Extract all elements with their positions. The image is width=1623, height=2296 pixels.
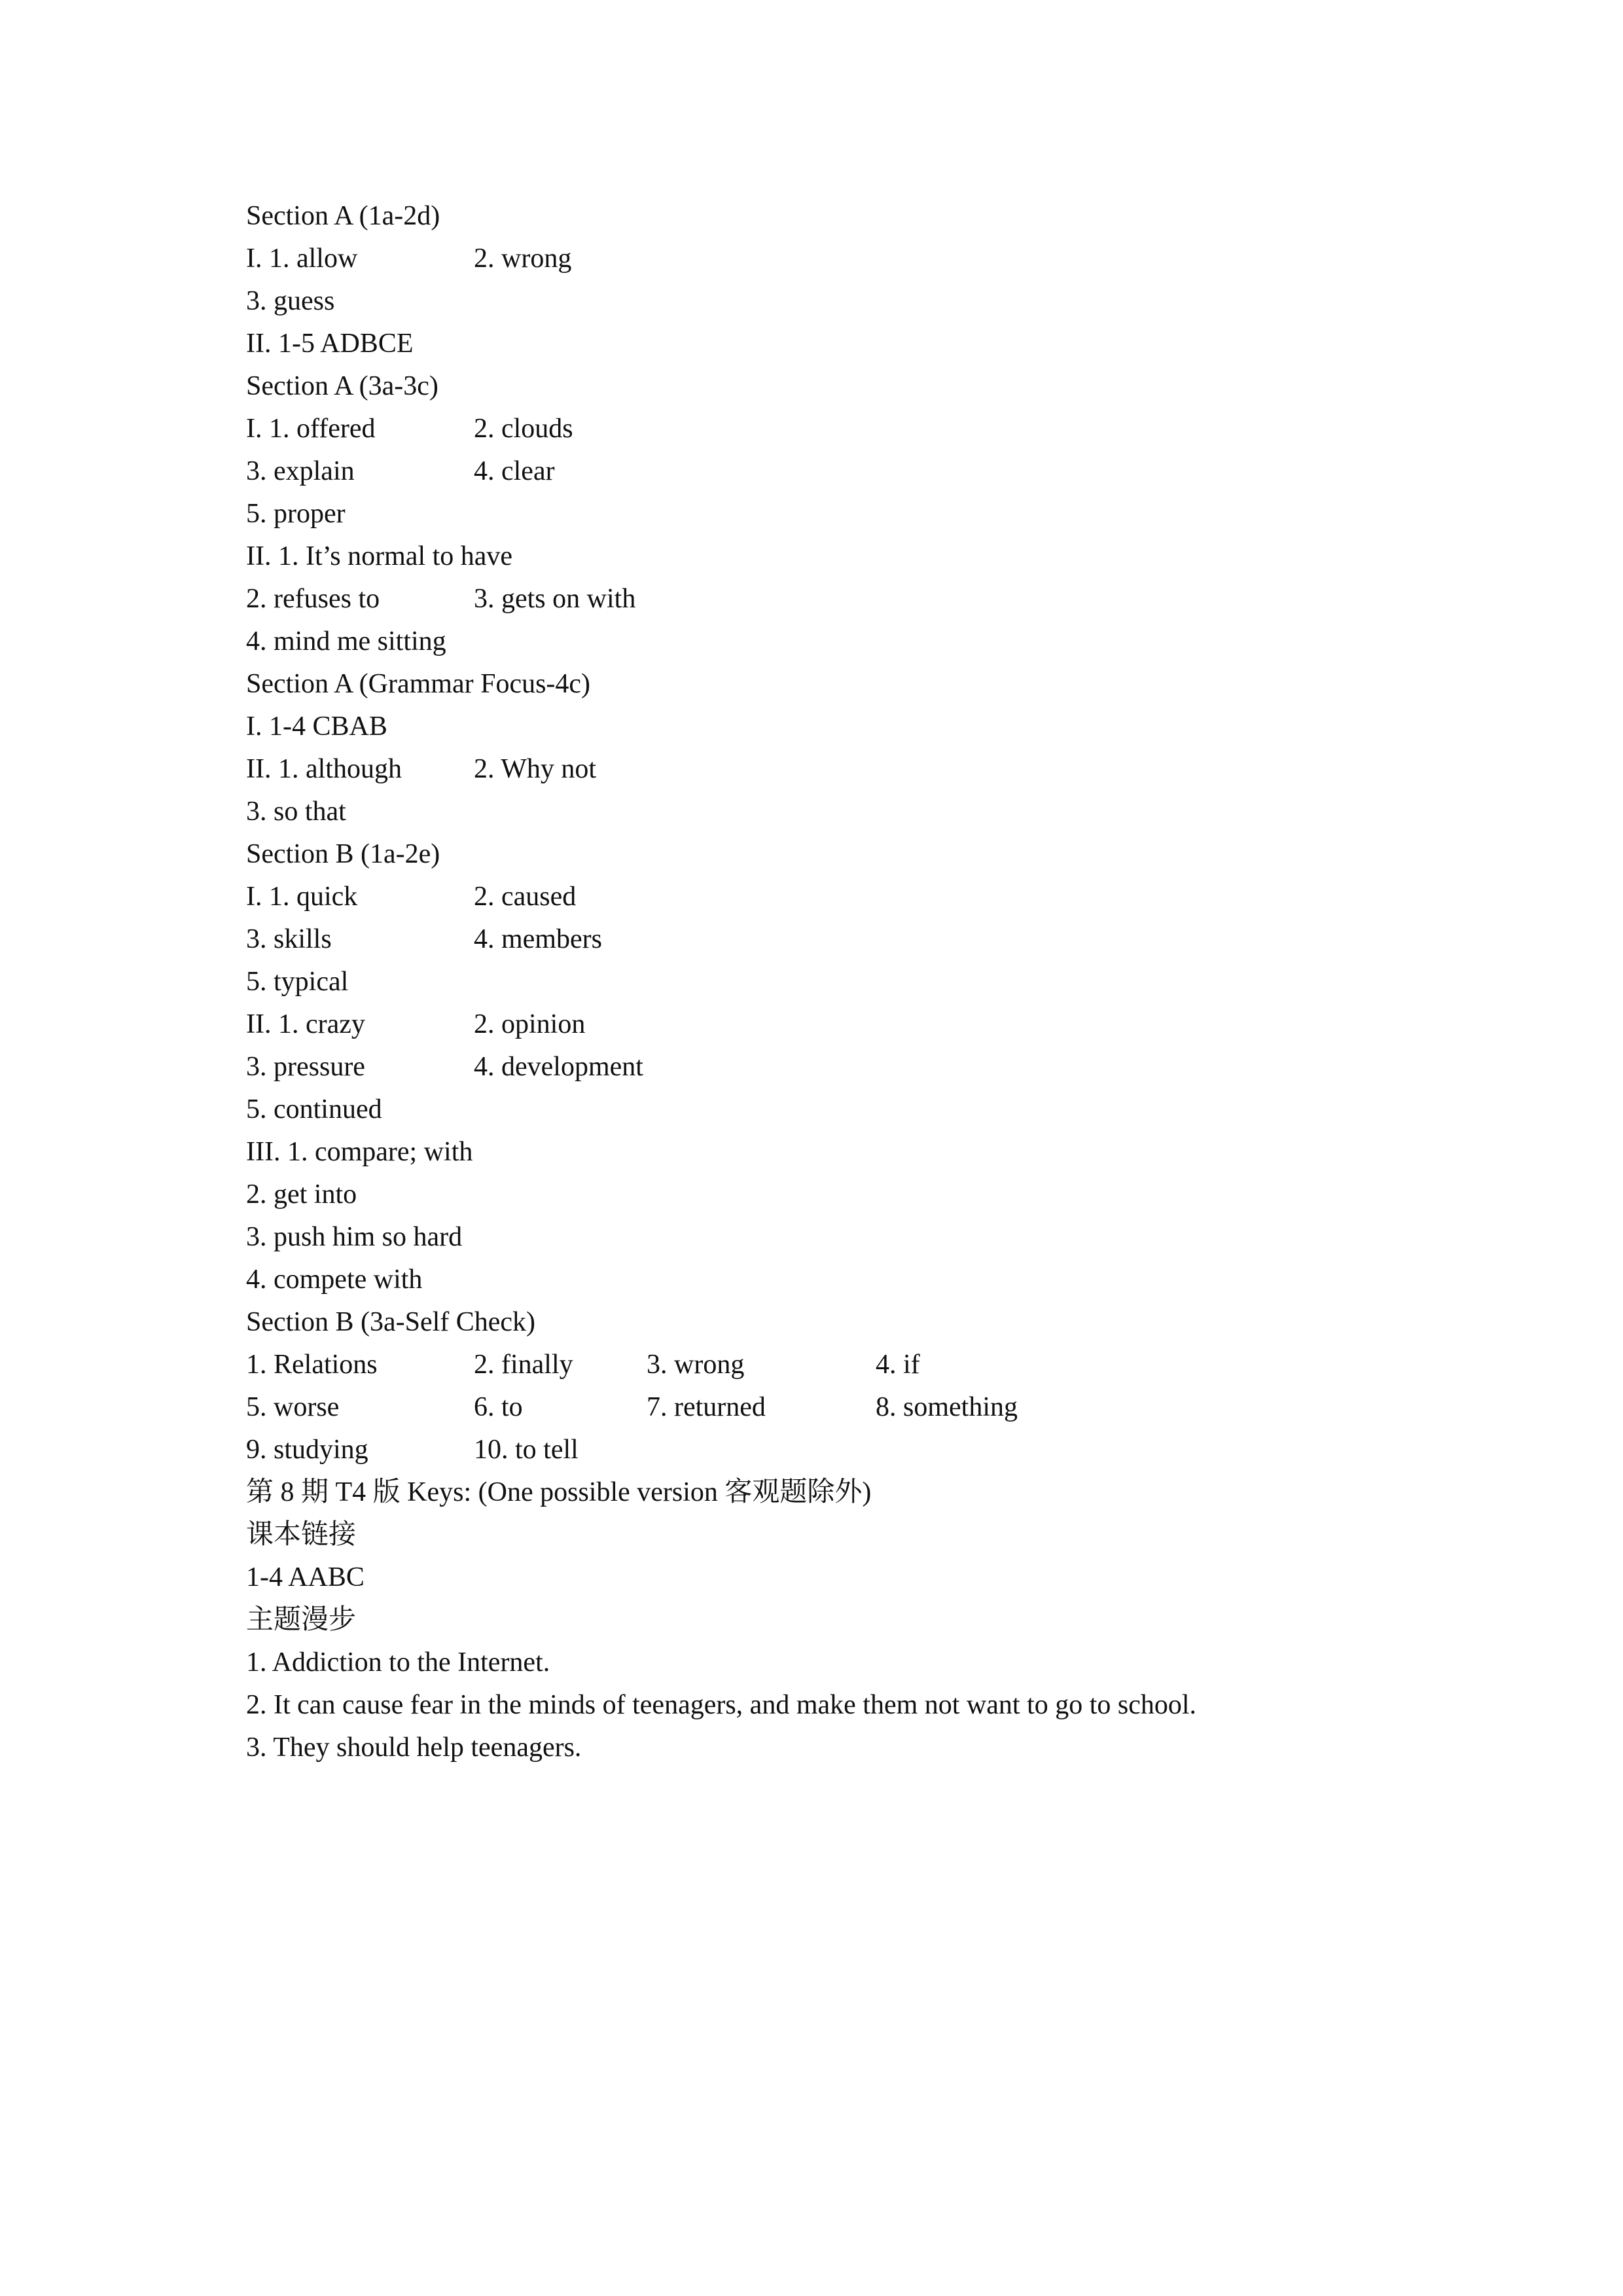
answer-line-text: Section A (Grammar Focus-4c) xyxy=(246,669,591,699)
answer-column-text: 3. wrong xyxy=(647,1350,745,1380)
answer-line-text: 5. continued xyxy=(246,1094,382,1124)
answer-line xyxy=(246,1344,1411,1386)
answer-column-text: 2. caused xyxy=(474,882,577,912)
answer-line-text: 5. typical xyxy=(246,967,349,997)
answer-column-text: 6. to xyxy=(474,1392,523,1422)
answer-line xyxy=(246,195,1411,238)
answer-line-text: 3. push him so hard xyxy=(246,1222,463,1252)
answer-line-text: Section A (3a-3c) xyxy=(246,371,438,401)
answer-line xyxy=(246,1641,1411,1684)
answer-line-text: 2. get into xyxy=(246,1179,357,1210)
answer-line xyxy=(246,620,1411,663)
answer-line xyxy=(246,535,1411,578)
answer-column-text: 4. clear xyxy=(474,456,555,486)
answer-line-text: II. 1. It’s normal to have xyxy=(246,541,513,571)
answer-line-text: Section B (1a-2e) xyxy=(246,839,440,869)
answer-key-content xyxy=(246,195,1411,1769)
answer-line-text: 1-4 AABC xyxy=(246,1562,365,1592)
answer-line-text: I. 1. quick xyxy=(246,882,358,912)
answer-line-text: I. 1. allow xyxy=(246,243,358,274)
answer-line xyxy=(246,961,1411,1003)
answer-line-text: I. 1. offered xyxy=(246,414,376,444)
answer-line xyxy=(246,706,1411,748)
answer-line xyxy=(246,578,1411,620)
answer-column-text: 2. finally xyxy=(474,1350,573,1380)
answer-line xyxy=(246,791,1411,833)
answer-line xyxy=(246,1216,1411,1259)
answer-line xyxy=(246,1003,1411,1046)
answer-line xyxy=(246,493,1411,535)
answer-line-text: Section A (1a-2d) xyxy=(246,201,440,231)
answer-line xyxy=(246,408,1411,450)
answer-column-text: 2. wrong xyxy=(474,243,572,274)
answer-column-text: 7. returned xyxy=(647,1392,766,1422)
answer-line-text: 1. Relations xyxy=(246,1350,378,1380)
answer-column-text: 4. if xyxy=(876,1350,920,1380)
answer-line xyxy=(246,1386,1411,1429)
answer-line xyxy=(246,918,1411,961)
answer-line-text: 1. Addiction to the Internet. xyxy=(246,1647,550,1677)
answer-line xyxy=(246,876,1411,918)
answer-line-text: I. 1-4 CBAB xyxy=(246,711,387,742)
answer-line xyxy=(246,1599,1411,1641)
answer-line xyxy=(246,1471,1411,1514)
answer-line xyxy=(246,1684,1411,1727)
answer-column-text: 3. gets on with xyxy=(474,584,636,614)
answer-line-text: 9. studying xyxy=(246,1435,368,1465)
answer-line-text: 3. so that xyxy=(246,797,346,827)
answer-line xyxy=(246,833,1411,876)
answer-line xyxy=(246,1514,1411,1556)
answer-line xyxy=(246,1301,1411,1344)
answer-line xyxy=(246,365,1411,408)
answer-line-text: III. 1. compare; with xyxy=(246,1137,473,1167)
answer-line xyxy=(246,1259,1411,1301)
answer-line xyxy=(246,1556,1411,1599)
answer-line-text: 2. refuses to xyxy=(246,584,380,614)
answer-column-text: 2. opinion xyxy=(474,1009,586,1039)
answer-line xyxy=(246,280,1411,323)
answer-column-text: 4. development xyxy=(474,1052,643,1082)
answer-line xyxy=(246,450,1411,493)
answer-column-text: 8. something xyxy=(876,1392,1018,1422)
answer-line xyxy=(246,1088,1411,1131)
answer-column-text: 4. members xyxy=(474,924,602,954)
answer-line xyxy=(246,323,1411,365)
answer-line-text: 3. They should help teenagers. xyxy=(246,1732,582,1763)
answer-line-text: 主题漫步 xyxy=(246,1605,357,1635)
answer-line xyxy=(246,1727,1411,1769)
answer-line xyxy=(246,1174,1411,1216)
answer-line xyxy=(246,1131,1411,1174)
answer-column-text: 2. Why not xyxy=(474,754,597,784)
answer-line xyxy=(246,238,1411,280)
answer-line-text: II. 1. crazy xyxy=(246,1009,365,1039)
answer-line xyxy=(246,1429,1411,1471)
answer-column-text: 10. to tell xyxy=(474,1435,579,1465)
answer-line-text: 5. proper xyxy=(246,499,346,529)
answer-line-text: II. 1-5 ADBCE xyxy=(246,329,414,359)
answer-line-text: 3. skills xyxy=(246,924,332,954)
answer-line-text: 5. worse xyxy=(246,1392,340,1422)
answer-line xyxy=(246,748,1411,791)
answer-line-text: 3. pressure xyxy=(246,1052,365,1082)
answer-column-text: 2. clouds xyxy=(474,414,573,444)
answer-line-text: II. 1. although xyxy=(246,754,402,784)
answer-line-text: Section B (3a-Self Check) xyxy=(246,1307,536,1337)
answer-line-text: 第 8 期 T4 版 Keys: (One possible version 客观题除外) xyxy=(246,1477,872,1507)
answer-line-text: 2. It can cause fear in the minds of teenagers, and make them not want to go to school. xyxy=(246,1690,1197,1720)
answer-line xyxy=(246,1046,1411,1088)
answer-line-text: 3. explain xyxy=(246,456,355,486)
answer-line-text: 4. mind me sitting xyxy=(246,626,446,656)
answer-line-text: 课本链接 xyxy=(246,1520,357,1550)
answer-line xyxy=(246,663,1411,706)
answer-line-text: 3. guess xyxy=(246,286,335,316)
answer-line-text: 4. compete with xyxy=(246,1265,423,1295)
